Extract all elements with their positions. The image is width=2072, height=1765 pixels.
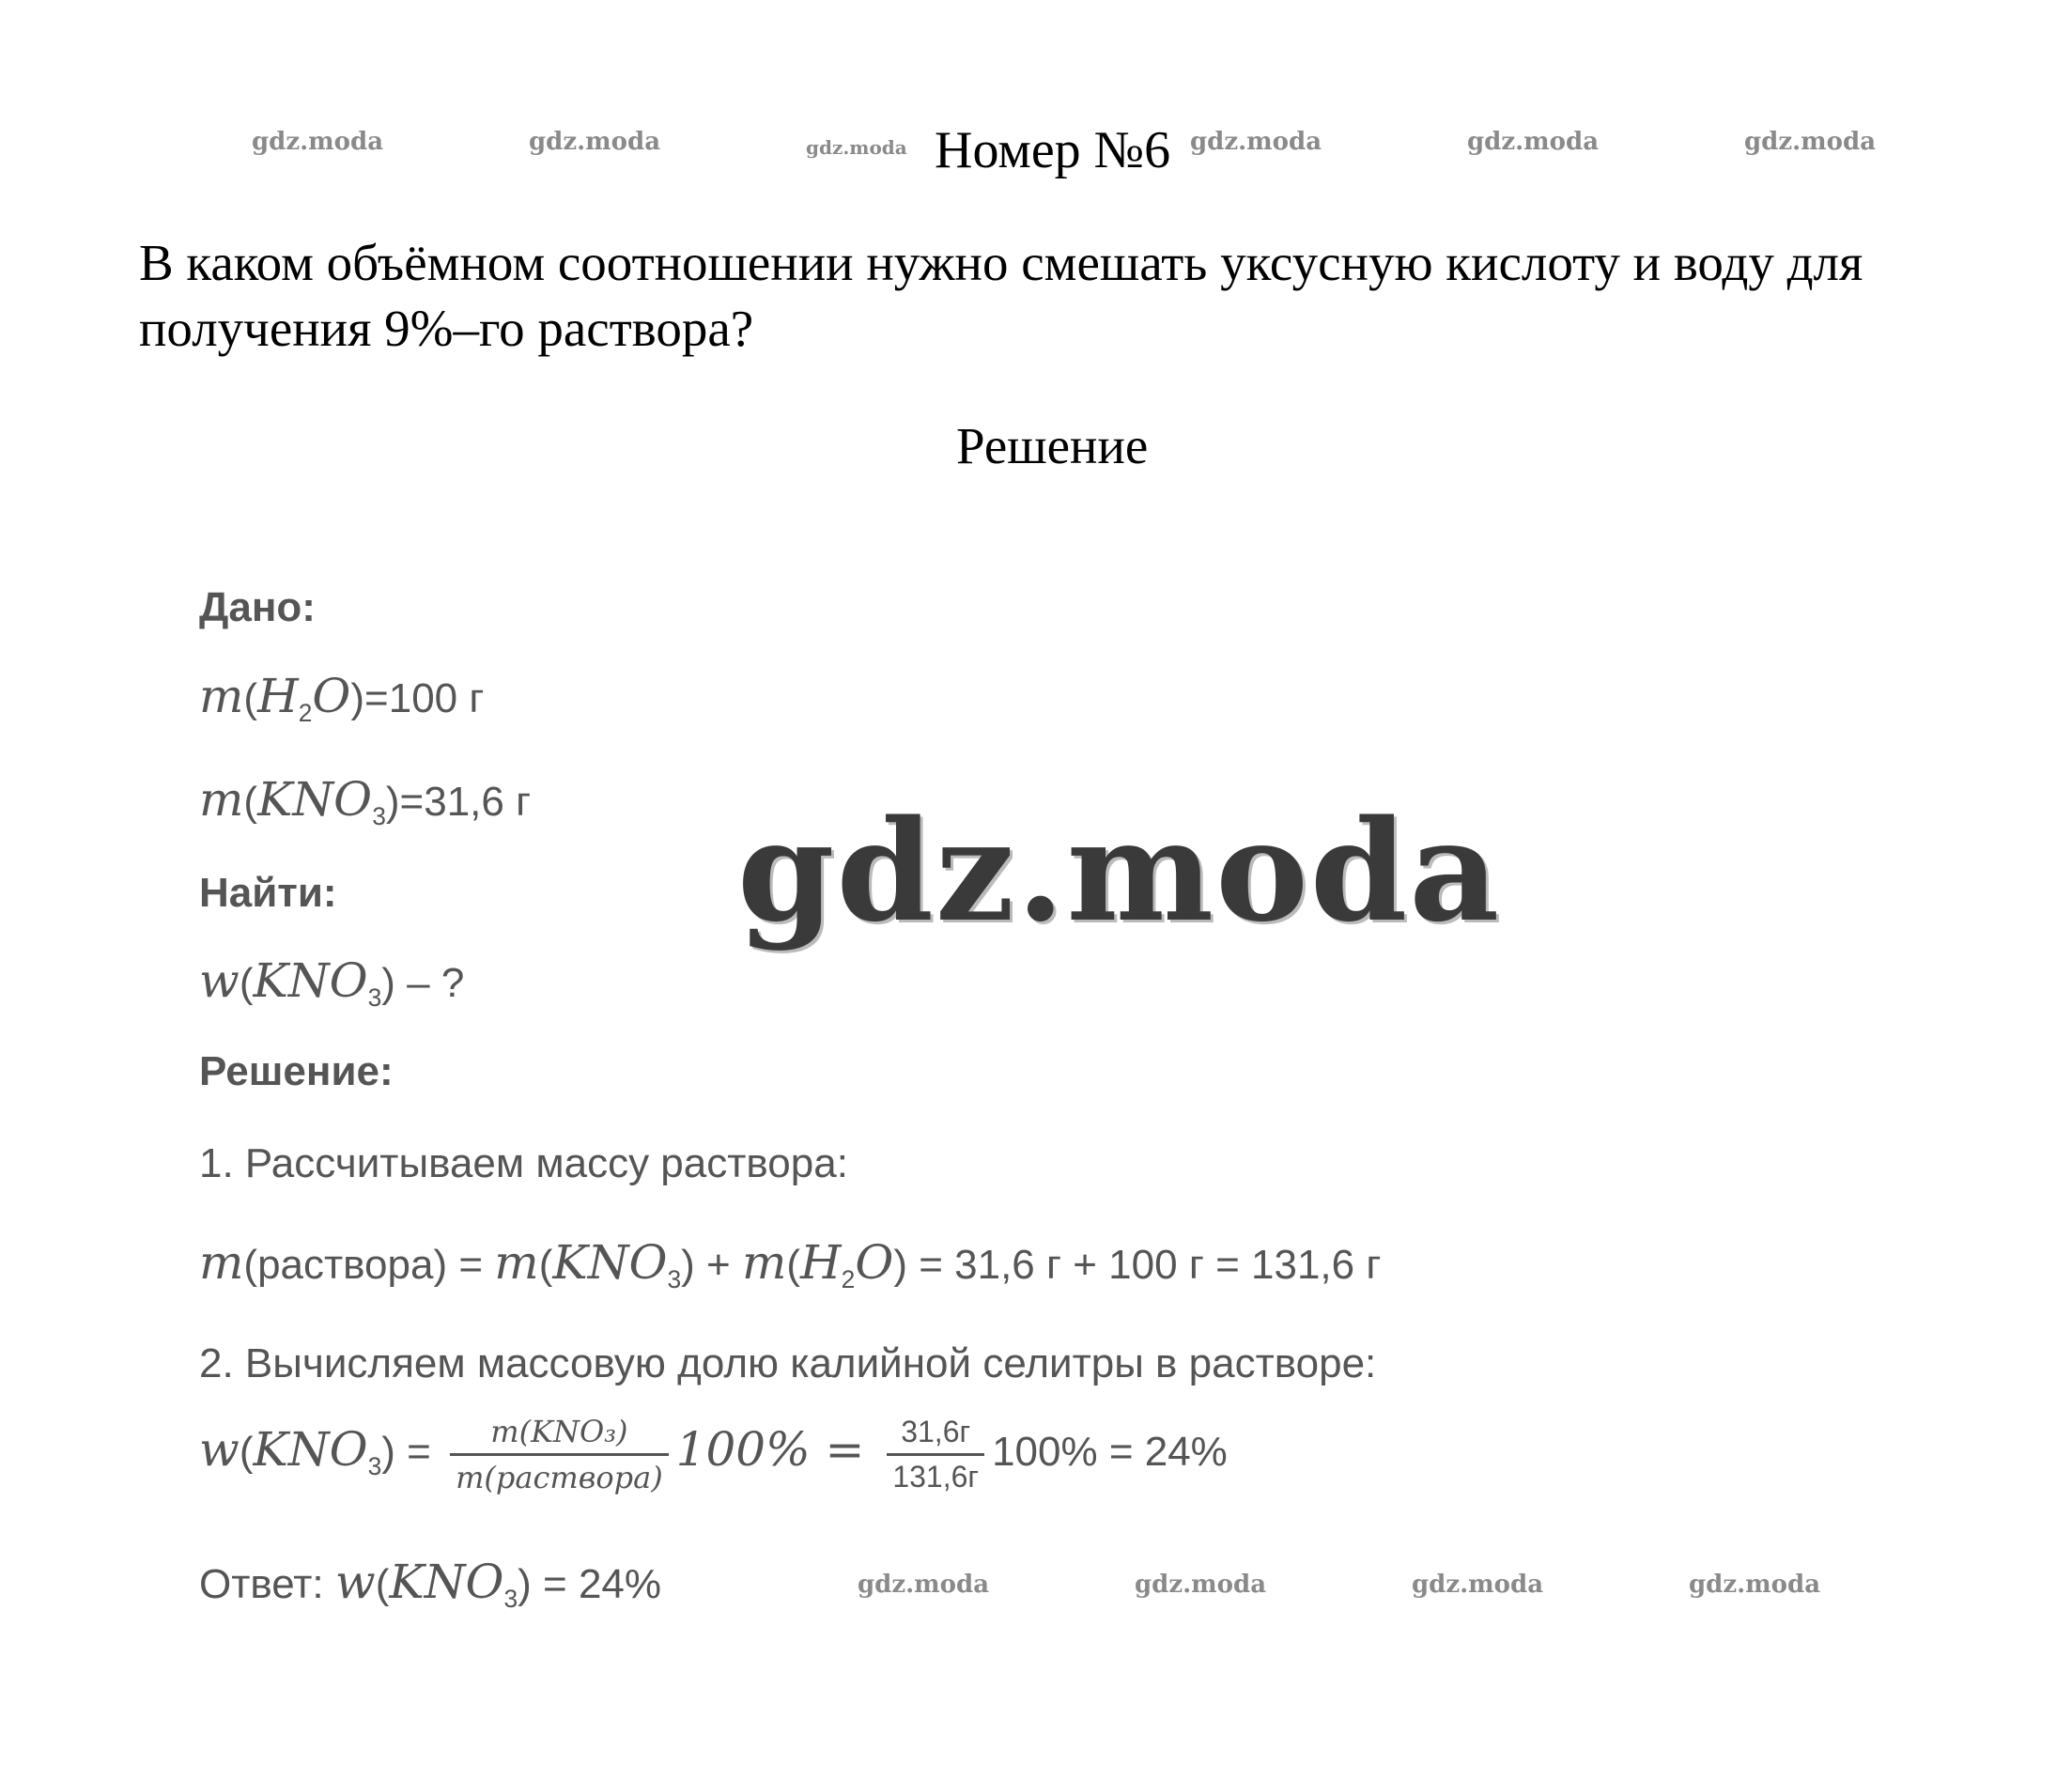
find-label: Найти: [199,870,337,916]
step-1: 1. Рассчитываем массу раствора: [199,1140,848,1186]
given-h2o: $m(H_2O)=100$ г [199,669,485,727]
watermark-top-2: gdz.moda [529,128,661,156]
find-w-kno3: $w(KNO_3)$ – ? [199,953,465,1012]
step-2: 2. Вычисляем массовую долю калийной селитры в растворе: [199,1340,1377,1386]
watermark-top-1: gdz.moda [252,128,384,156]
watermark-top-4: gdz.moda [1190,128,1322,156]
answer: Ответ: $w(KNO_3) = 24\%$ [199,1555,662,1613]
watermark-top-6: gdz.moda [1744,128,1877,156]
given-label: Дано: [199,584,316,630]
watermark-bottom-3: gdz.moda [1412,1571,1544,1599]
fraction-values: $\frac{31,6г}{131,6г}$ [887,1415,984,1494]
question-text: В каком объёмном соотношении нужно смешать уксусную кислоту и воду для получения 9%–го раствора? [139,234,1863,357]
watermark-bottom-2: gdz.moda [1135,1571,1267,1599]
watermark-bottom-1: gdz.moda [858,1571,990,1599]
fraction-formula: $\frac{\text{m(KNO₃)}}{\text{m(раствора)}}$ [450,1414,669,1495]
given-kno3: $m(KNO_3)=31,6$ г [199,772,532,830]
solution-label: Решение: [199,1048,394,1094]
watermark-center: gdz.moda [737,789,1502,952]
watermark-top-3: gdz.moda [806,136,907,159]
page-title: Номер №6 [935,121,1171,179]
watermark-top-5: gdz.moda [1467,128,1600,156]
watermark-bottom-4: gdz.moda [1689,1571,1821,1599]
section-title: Решение [956,417,1149,474]
equation-1: m(раствора) = $m(KNO_3) + m(H_2O) = 31,6$ г + 100 г = 131,6 г [199,1235,1382,1293]
equation-2: $w(KNO_3)$ = $\frac{\text{m(KNO₃)}}{\text{m(раствора)}}$ 100% = $\frac{31,6г}{131,6г}$ 100% = 24% [199,1414,1228,1495]
